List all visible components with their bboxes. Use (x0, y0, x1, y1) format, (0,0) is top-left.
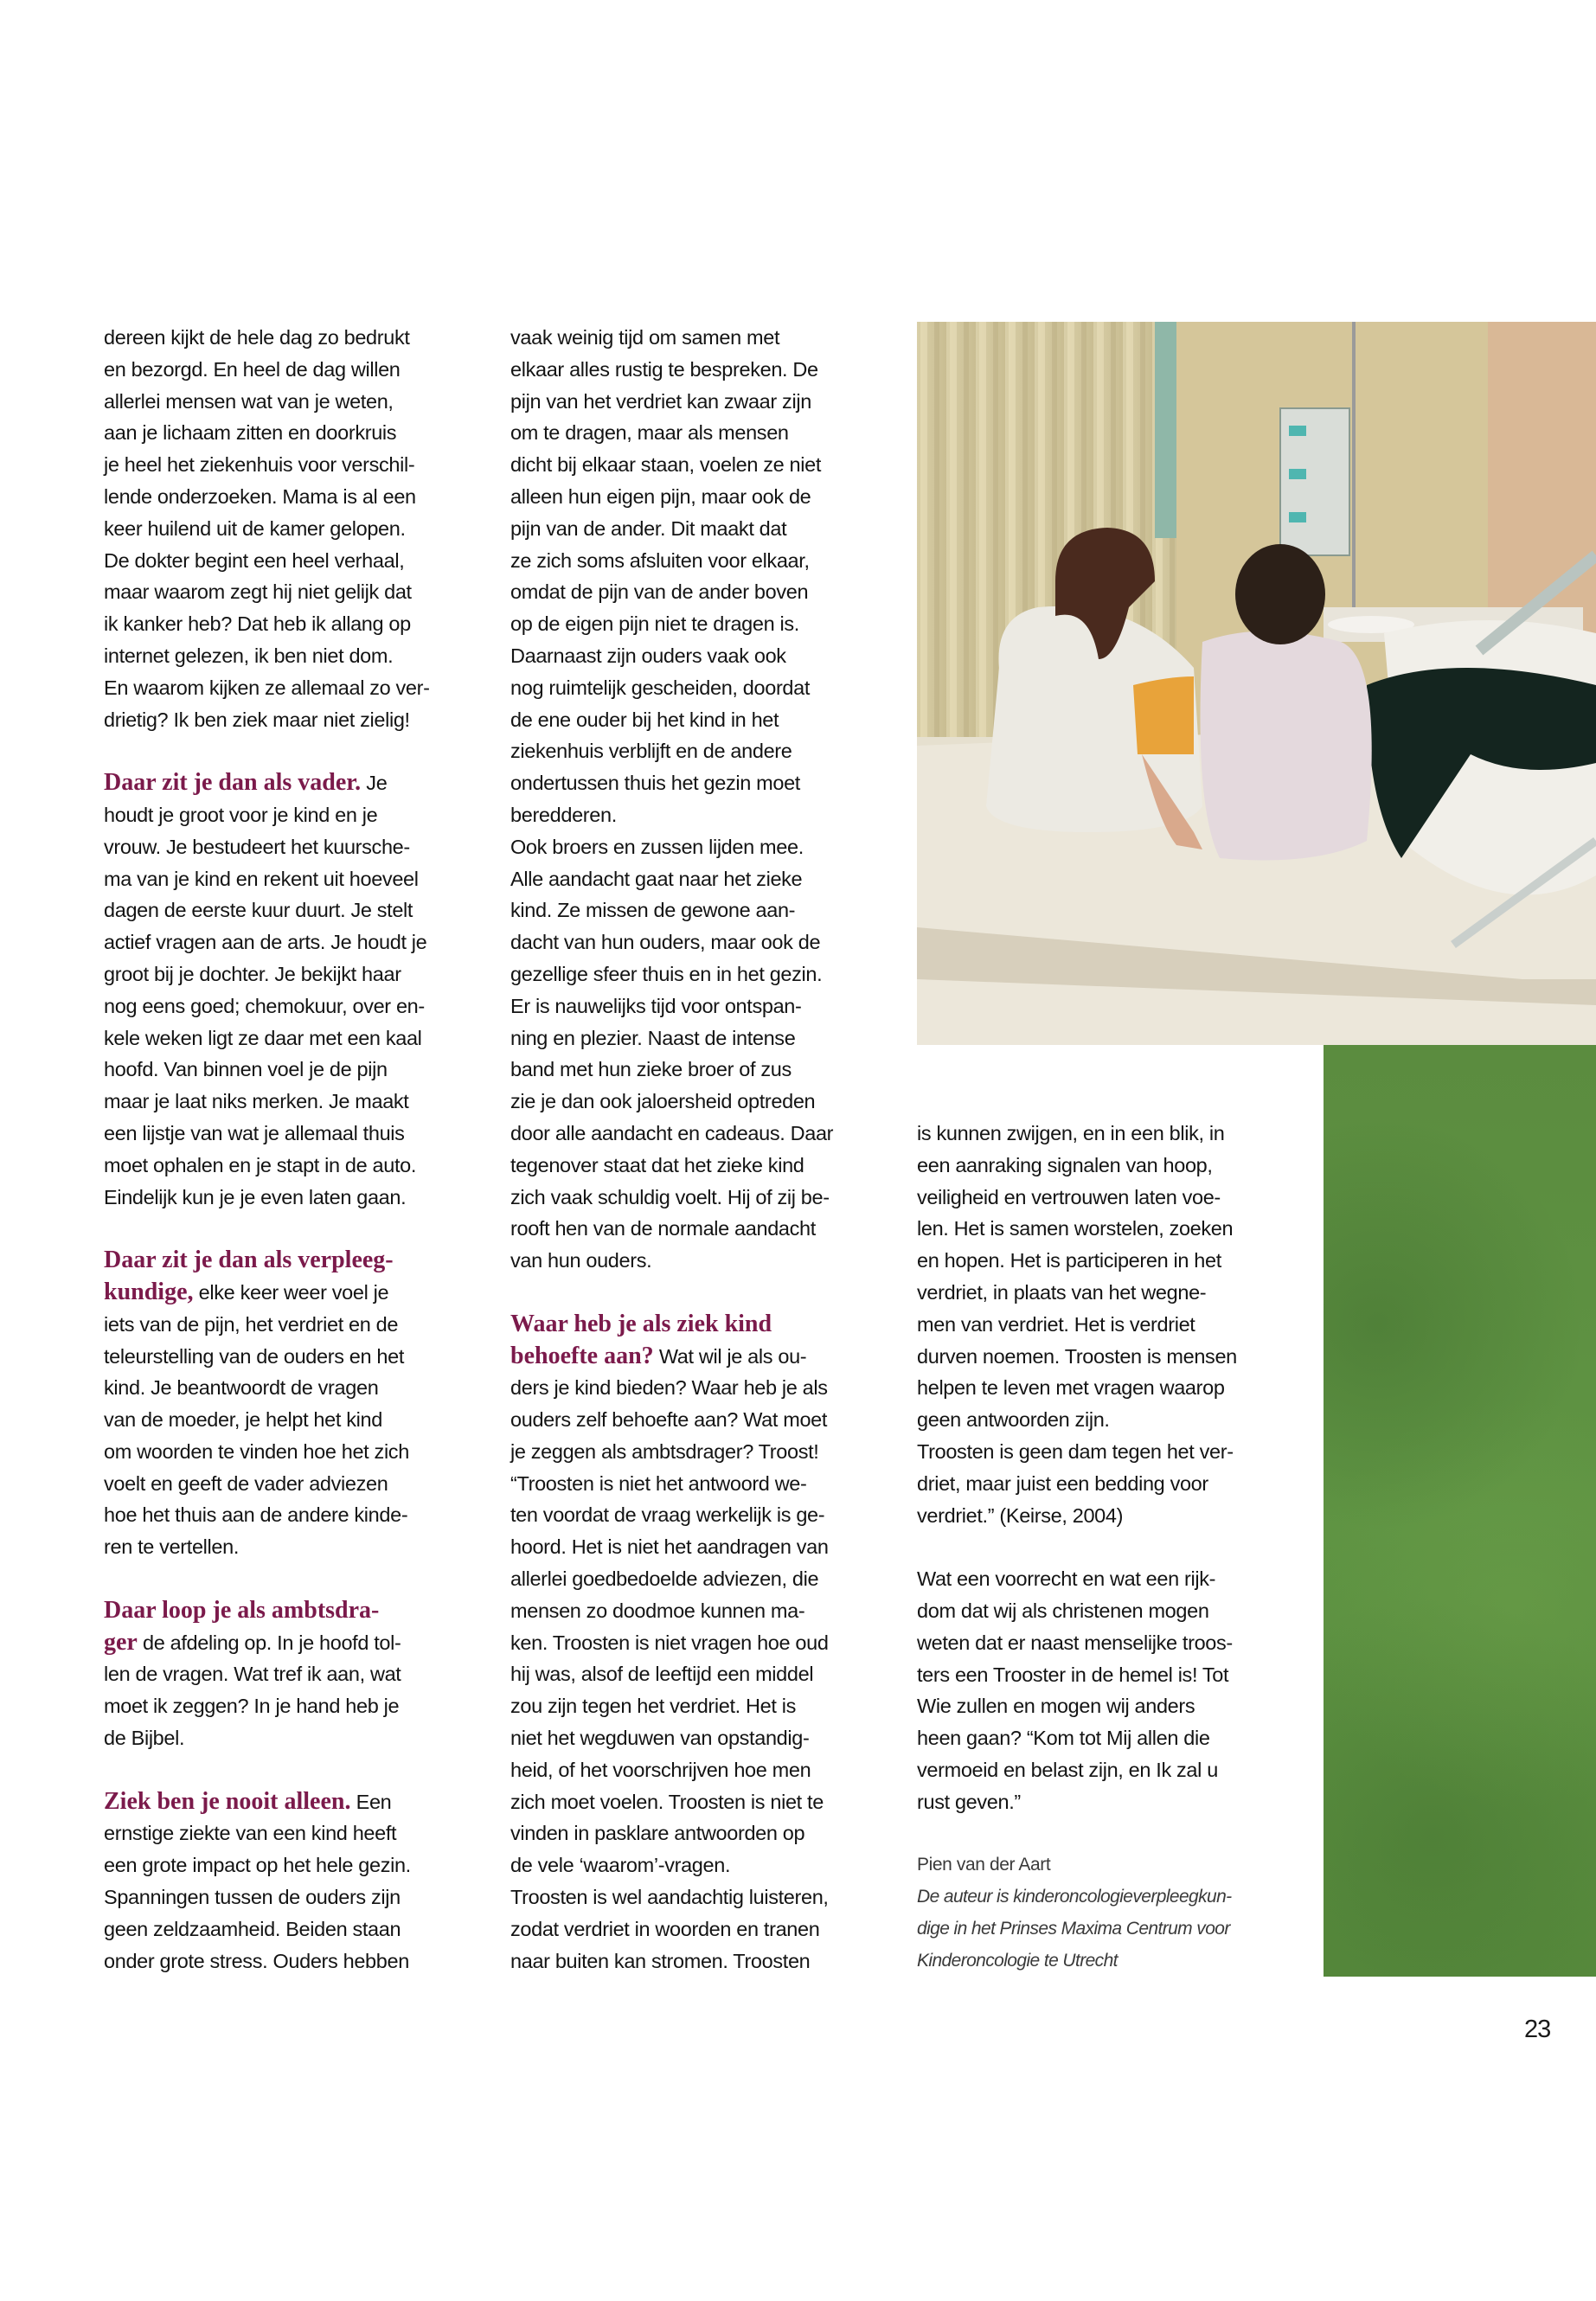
text-line: helpen te leven met vragen waarop (917, 1376, 1225, 1400)
text-line: omdat de pijn van de ander boven (510, 580, 809, 604)
text-line: dom dat wij als christenen mogen (917, 1599, 1209, 1622)
child-head (1235, 544, 1325, 644)
author-bio-line: De auteur is kinderoncologieverpleegkun- (917, 1887, 1232, 1907)
text-line: ondertussen thuis het gezin moet (510, 772, 800, 795)
text-line: naar buiten kan stromen. Troosten (510, 1949, 811, 1972)
text-line: Alle aandacht gaat naar het zieke (510, 867, 803, 890)
child-figure (1201, 631, 1372, 861)
text-line: Er is nauwelijks tijd voor ontspan- (510, 994, 802, 1017)
text-line: groot bij je dochter. Je bekijkt haar (104, 962, 401, 985)
text-line: internet gelezen, ik ben niet dom. (104, 644, 394, 667)
text-line: Spanningen tussen de ouders zijn (104, 1886, 401, 1909)
text-line: vrouw. Je bestudeert het kuursche- (104, 835, 410, 858)
text-line: drietig? Ik ben ziek maar niet zielig! (104, 708, 410, 731)
text-line: ning en plezier. Naast de intense (510, 1026, 796, 1049)
text-line: men van verdriet. Het is verdriet (917, 1312, 1195, 1336)
text-line: je zeggen als ambtsdrager? Troost! (510, 1439, 819, 1463)
text-line: weten dat er naast menselijke troos- (917, 1631, 1233, 1654)
text-line: ik kanker heb? Dat heb ik allang op (104, 612, 411, 636)
text-line: zou zijn tegen het verdriet. Het is (510, 1695, 796, 1718)
text-line: door alle aandacht en cadeaus. Daar (510, 1121, 834, 1144)
text-line (510, 1341, 891, 1373)
text-run: Je (361, 772, 388, 795)
text-line: kind. Ze missen de gewone aan- (510, 899, 796, 922)
text-line: hoord. Het is niet het aandragen van (510, 1535, 829, 1559)
text-line: allerlei mensen wat van je weten, (104, 389, 394, 413)
text-run: de afdeling op. In je hoofd tol- (137, 1631, 401, 1654)
text-line: zich vaak schuldig voelt. Hij of zij be- (510, 1185, 830, 1208)
text-run: elke keer weer voel je (193, 1280, 389, 1304)
text-line (104, 767, 484, 799)
text-line: op de eigen pijn niet te dragen is. (510, 612, 799, 636)
text-line: moet ophalen en je stapt in de auto. (104, 1153, 417, 1176)
text-line (104, 1245, 484, 1277)
text-line: ernstige ziekte van een kind heeft (104, 1822, 397, 1845)
text-line: nog eens goed; chemokuur, over en- (104, 994, 425, 1017)
text-line: Eindelijk kun je je even laten gaan. (104, 1185, 407, 1208)
text-line: Ook broers en zussen lijden mee. (510, 835, 804, 858)
text-line: tegenover staat dat het zieke kind (510, 1153, 804, 1176)
text-line: dicht bij elkaar staan, voelen ze niet (510, 453, 822, 477)
text-line: verdriet.” (Keirse, 2004) (917, 1503, 1124, 1527)
text-line: pijn van de ander. Dit maakt dat (510, 516, 787, 540)
text-line: Wie zullen en mogen wij anders (917, 1695, 1195, 1718)
text-line: beredderen. (510, 803, 617, 826)
text-line: maar je laat niks merken. Je maakt (104, 1090, 409, 1113)
text-line: rust geven.” (917, 1790, 1021, 1813)
text-line: hij was, alsof de leeftijd een middel (510, 1663, 814, 1686)
text-line: gezellige sfeer thuis en in het gezin. (510, 962, 823, 985)
paragraph-gap (104, 1754, 484, 1786)
text-line: nog ruimtelijk gescheiden, doordat (510, 676, 811, 699)
text-line: zodat verdriet in woorden en tranen (510, 1917, 820, 1940)
author-bio-line: dige in het Prinses Maxima Centrum voor (917, 1918, 1230, 1939)
text-line: je heel het ziekenhuis voor verschil- (104, 453, 415, 477)
article-column-1 (104, 322, 484, 1977)
text-line: kind. Je beantwoordt de vragen (104, 1376, 379, 1400)
text-line (510, 1309, 891, 1341)
text-line: een aanraking signalen van hoop, (917, 1153, 1213, 1176)
text-line: een grote impact op het hele gezin. (104, 1854, 411, 1877)
text-line: band met hun zieke broer of zus (510, 1058, 792, 1081)
text-line: maar waarom zegt hij niet gelijk dat (104, 580, 412, 604)
text-line (104, 1627, 484, 1659)
section-heading: Daar zit je dan als verpleeg- (104, 1247, 394, 1274)
text-line: vinden in pasklare antwoorden op (510, 1822, 805, 1845)
text-line: Wat een voorrecht en wat een rijk- (917, 1567, 1216, 1591)
text-line: verdriet, in plaats van het wegne- (917, 1280, 1207, 1304)
column-3-body (917, 1118, 1298, 1849)
text-run: Een (350, 1790, 392, 1813)
text-line: van de moeder, je helpt het kind (104, 1408, 382, 1432)
text-line: heen gaan? “Kom tot Mij allen die (917, 1727, 1210, 1750)
text-line: ken. Troosten is niet vragen hoe oud (510, 1631, 829, 1654)
text-line: om woorden te vinden hoe het zich (104, 1439, 409, 1463)
text-line: driet, maar juist een bedding voor (917, 1471, 1208, 1495)
section-heading: Daar loop je als ambtsdra- (104, 1596, 380, 1624)
text-line: ten voordat de vraag werkelijk is ge- (510, 1503, 825, 1527)
paragraph-gap (104, 1213, 484, 1245)
paragraph-gap (917, 1531, 1298, 1563)
text-line: durven noemen. Troosten is mensen (917, 1344, 1237, 1368)
text-line: hoofd. Van binnen voel je de pijn (104, 1058, 388, 1081)
text-line: de Bijbel. (104, 1727, 185, 1750)
text-line: Daarnaast zijn ouders vaak ook (510, 644, 786, 667)
text-line: En waarom kijken ze allemaal zo ver- (104, 676, 430, 699)
text-line: aan je lichaam zitten en doorkruis (104, 421, 397, 445)
text-line: len. Het is samen worstelen, zoeken (917, 1217, 1234, 1240)
text-line: geen zeldzaamheid. Beiden staan (104, 1917, 401, 1940)
section-heading: behoefte aan? (510, 1342, 654, 1369)
text-line: De dokter begint een heel verhaal, (104, 548, 405, 572)
text-line: lende onderzoeken. Mama is al een (104, 484, 416, 508)
text-line: vaak weinig tijd om samen met (510, 326, 780, 349)
text-line: geen antwoorden zijn. (917, 1408, 1110, 1432)
text-line: ouders zelf behoefte aan? Wat moet (510, 1408, 828, 1432)
text-line: dacht van hun ouders, maar ook de (510, 931, 821, 954)
text-line: alleen hun eigen pijn, maar ook de (510, 484, 811, 508)
text-line: Troosten is geen dam tegen het ver- (917, 1439, 1234, 1463)
text-line: Troosten is wel aandachtig luisteren, (510, 1886, 829, 1909)
text-line: rooft hen van de normale aandacht (510, 1217, 816, 1240)
text-line: ters een Trooster in de hemel is! Tot (917, 1663, 1229, 1686)
text-line: de ene ouder bij het kind in het (510, 708, 779, 731)
section-heading: kundige, (104, 1278, 194, 1305)
text-line: zich moet voelen. Troosten is niet te (510, 1790, 824, 1813)
text-line (104, 1277, 484, 1309)
text-line: houdt je groot voor je kind en je (104, 803, 378, 826)
text-line: ren te vertellen. (104, 1535, 240, 1559)
article-column-3 (917, 1118, 1298, 1977)
text-line: een lijstje van wat je allemaal thuis (104, 1121, 405, 1144)
text-line: de vele ‘waarom’-vragen. (510, 1854, 731, 1877)
text-line: iets van de pijn, het verdriet en de (104, 1312, 399, 1336)
text-line: is kunnen zwijgen, en in een blik, in (917, 1122, 1225, 1144)
text-line: actief vragen aan de arts. Je houdt je (104, 931, 427, 954)
text-line: keer huilend uit de kamer gelopen. (104, 516, 406, 540)
text-line (104, 1786, 484, 1818)
paragraph-gap (917, 1818, 1298, 1850)
text-line: kele weken ligt ze daar met een kaal (104, 1026, 422, 1049)
text-line: moet ik zeggen? In je hand heb je (104, 1695, 400, 1718)
article-column-2 (510, 322, 891, 1977)
text-line: ders je kind bieden? Waar heb je als (510, 1376, 828, 1400)
section-heading: Waar heb je als ziek kind (510, 1310, 772, 1337)
text-line: allerlei goedbedoelde adviezen, die (510, 1567, 819, 1591)
text-line: dagen de eerste kuur duurt. Je stelt (104, 899, 413, 922)
text-line: len de vragen. Wat tref ik aan, wat (104, 1663, 401, 1686)
text-line: teleurstelling van de ouders en het (104, 1344, 405, 1368)
green-decorative-block (1324, 1045, 1596, 1977)
text-line: pijn van het verdriet kan zwaar zijn (510, 389, 811, 413)
text-line: van hun ouders. (510, 1249, 652, 1272)
text-line: ziekenhuis verblijft en de andere (510, 740, 792, 763)
text-line: en hopen. Het is participeren in het (917, 1249, 1221, 1272)
paragraph-gap (104, 1563, 484, 1595)
text-line: niet het wegduwen van opstandig- (510, 1727, 810, 1750)
page-number: 23 (1524, 2016, 1551, 2043)
paragraph-gap (510, 1277, 891, 1309)
section-heading: ger (104, 1628, 138, 1656)
paragraph-gap (104, 735, 484, 767)
text-line: heid, of het voorschrijven hoe men (510, 1758, 811, 1781)
text-line: onder grote stress. Ouders hebben (104, 1949, 409, 1972)
text-run: Wat wil je als ou- (653, 1344, 807, 1368)
section-heading: Daar zit je dan als vader. (104, 769, 362, 797)
text-line: dereen kijkt de hele dag zo bedrukt (104, 326, 410, 349)
text-line: en bezorgd. En heel de dag willen (104, 357, 401, 381)
text-line: ma van je kind en rekent uit hoeveel (104, 867, 419, 890)
text-line: ze zich soms afsluiten voor elkaar, (510, 548, 810, 572)
text-line (104, 1595, 484, 1627)
section-heading: Ziek ben je nooit alleen. (104, 1787, 351, 1815)
text-line: vermoeid en belast zijn, en Ik zal u (917, 1758, 1218, 1781)
text-line: mensen zo doodmoe kunnen ma- (510, 1599, 805, 1622)
author-name: Pien van der Aart (917, 1855, 1051, 1875)
hospital-bed-photo (917, 322, 1596, 1045)
text-line: hoe het thuis aan de andere kinde- (104, 1503, 408, 1527)
text-line: voelt en geeft de vader adviezen (104, 1471, 388, 1495)
text-line: veiligheid en vertrouwen laten voe- (917, 1185, 1221, 1208)
text-line: zie je dan ook jaloersheid optreden (510, 1090, 816, 1113)
photo-illustration (917, 322, 1596, 1045)
text-line: elkaar alles rustig te bespreken. De (510, 357, 818, 381)
text-line: “Troosten is niet het antwoord we- (510, 1471, 807, 1495)
text-line: om te dragen, maar als mensen (510, 421, 789, 445)
author-bio-line: Kinderoncologie te Utrecht (917, 1950, 1118, 1971)
